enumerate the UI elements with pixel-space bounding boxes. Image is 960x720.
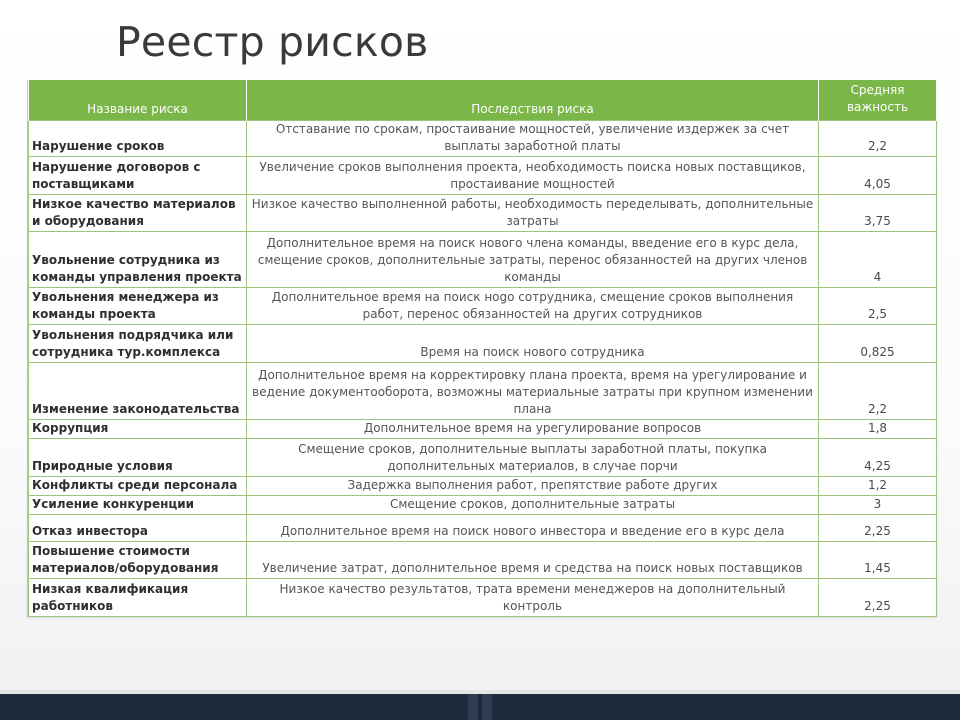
slide-title: Реестр рисков — [116, 18, 429, 66]
risk-importance-cell: 0,825 — [819, 325, 937, 363]
table-header-row — [29, 80, 937, 121]
risk-importance-cell: 2,25 — [819, 515, 937, 542]
risk-name-cell: Увольнение сотрудника из команды управления проекта — [29, 232, 247, 288]
risk-importance-cell: 3 — [819, 496, 937, 515]
table-body — [29, 121, 937, 617]
risk-name-cell: Конфликты среди персонала — [29, 477, 247, 496]
risk-consequences-cell: Увеличение сроков выполнения проекта, необходимость поиска новых поставщиков, простаивание мощностей — [247, 157, 819, 195]
risk-name-cell: Увольнения подрядчика или сотрудника тур.комплекса — [29, 325, 247, 363]
table-row — [29, 363, 937, 420]
risk-consequences-cell: Дополнительное время на поиск нового инвестора и введение его в курс дела — [247, 515, 819, 542]
table-row — [29, 288, 937, 325]
table-row — [29, 195, 937, 232]
risk-name-cell: Низкое качество материалов и оборудования — [29, 195, 247, 232]
risk-consequences-cell: Низкое качество выполненной работы, необходимость переделывать, дополнительные затраты — [247, 195, 819, 232]
risk-name-cell: Отказ инвестора — [29, 515, 247, 542]
risk-consequences-cell: Дополнительное время на поиск ноgo сотрудника, смещение сроков выполнения работ, перенос обязанностей на других сотрудников — [247, 288, 819, 325]
risk-importance-cell: 4,25 — [819, 439, 937, 477]
risk-name-cell: Природные условия — [29, 439, 247, 477]
risk-consequences-cell: Дополнительное время на поиск нового члена команды, введение его в курс дела, смещение сроков, дополнительные затраты, перенос обязанностей на других членов команды — [247, 232, 819, 288]
risk-register-table — [28, 80, 937, 617]
table-row — [29, 420, 937, 439]
risk-consequences-cell: Низкое качество результатов, трата времени менеджеров на дополнительный контроль — [247, 579, 819, 617]
risk-importance-cell: 1,2 — [819, 477, 937, 496]
table-row — [29, 439, 937, 477]
table-row — [29, 477, 937, 496]
risk-importance-cell: 2,25 — [819, 579, 937, 617]
table-row — [29, 325, 937, 363]
risk-consequences-cell: Отставание по срокам, простаивание мощностей, увеличение издержек за счет выплаты заработной платы — [247, 121, 819, 157]
header-average-importance: Средняя важность — [819, 80, 937, 121]
table-row — [29, 542, 937, 579]
risk-name-cell: Усиление конкуренции — [29, 496, 247, 515]
risk-consequences-cell: Дополнительное время на урегулирование вопросов — [247, 420, 819, 439]
table-row — [29, 157, 937, 195]
risk-consequences-cell: Дополнительное время на корректировку плана проекта, время на урегулирование и ведение документооборота, возможны материальные затраты при крупном изменении плана — [247, 363, 819, 420]
table-row — [29, 515, 937, 542]
risk-name-cell: Низкая квалификация работников — [29, 579, 247, 617]
risk-name-cell: Увольнения менеджера из команды проекта — [29, 288, 247, 325]
risk-name-cell: Изменение законодательства — [29, 363, 247, 420]
risk-importance-cell: 1,8 — [819, 420, 937, 439]
table-row — [29, 496, 937, 515]
risk-name-cell: Нарушение договоров с поставщиками — [29, 157, 247, 195]
risk-consequences-cell: Увеличение затрат, дополнительное время и средства на поиск новых поставщиков — [247, 542, 819, 579]
risk-importance-cell: 1,45 — [819, 542, 937, 579]
header-risk-consequences: Последствия риска — [247, 80, 819, 121]
risk-importance-cell: 4 — [819, 232, 937, 288]
risk-register-table-container — [27, 80, 937, 617]
risk-importance-cell: 2,5 — [819, 288, 937, 325]
table-row — [29, 121, 937, 157]
header-risk-name: Название риска — [29, 80, 247, 121]
risk-name-cell: Нарушение сроков — [29, 121, 247, 157]
table-row — [29, 579, 937, 617]
risk-consequences-cell: Задержка выполнения работ, препятствие работе других — [247, 477, 819, 496]
risk-importance-cell: 2,2 — [819, 121, 937, 157]
risk-name-cell: Повышение стоимости материалов/оборудования — [29, 542, 247, 579]
risk-consequences-cell: Смещение сроков, дополнительные выплаты заработной платы, покупка дополнительных материалов, в случае порчи — [247, 439, 819, 477]
risk-consequences-cell: Смещение сроков, дополнительные затраты — [247, 496, 819, 515]
footer-accent — [462, 694, 498, 720]
table-row — [29, 232, 937, 288]
risk-name-cell: Коррупция — [29, 420, 247, 439]
risk-importance-cell: 4,05 — [819, 157, 937, 195]
risk-consequences-cell: Время на поиск нового сотрудника — [247, 325, 819, 363]
risk-importance-cell: 3,75 — [819, 195, 937, 232]
risk-importance-cell: 2,2 — [819, 363, 937, 420]
